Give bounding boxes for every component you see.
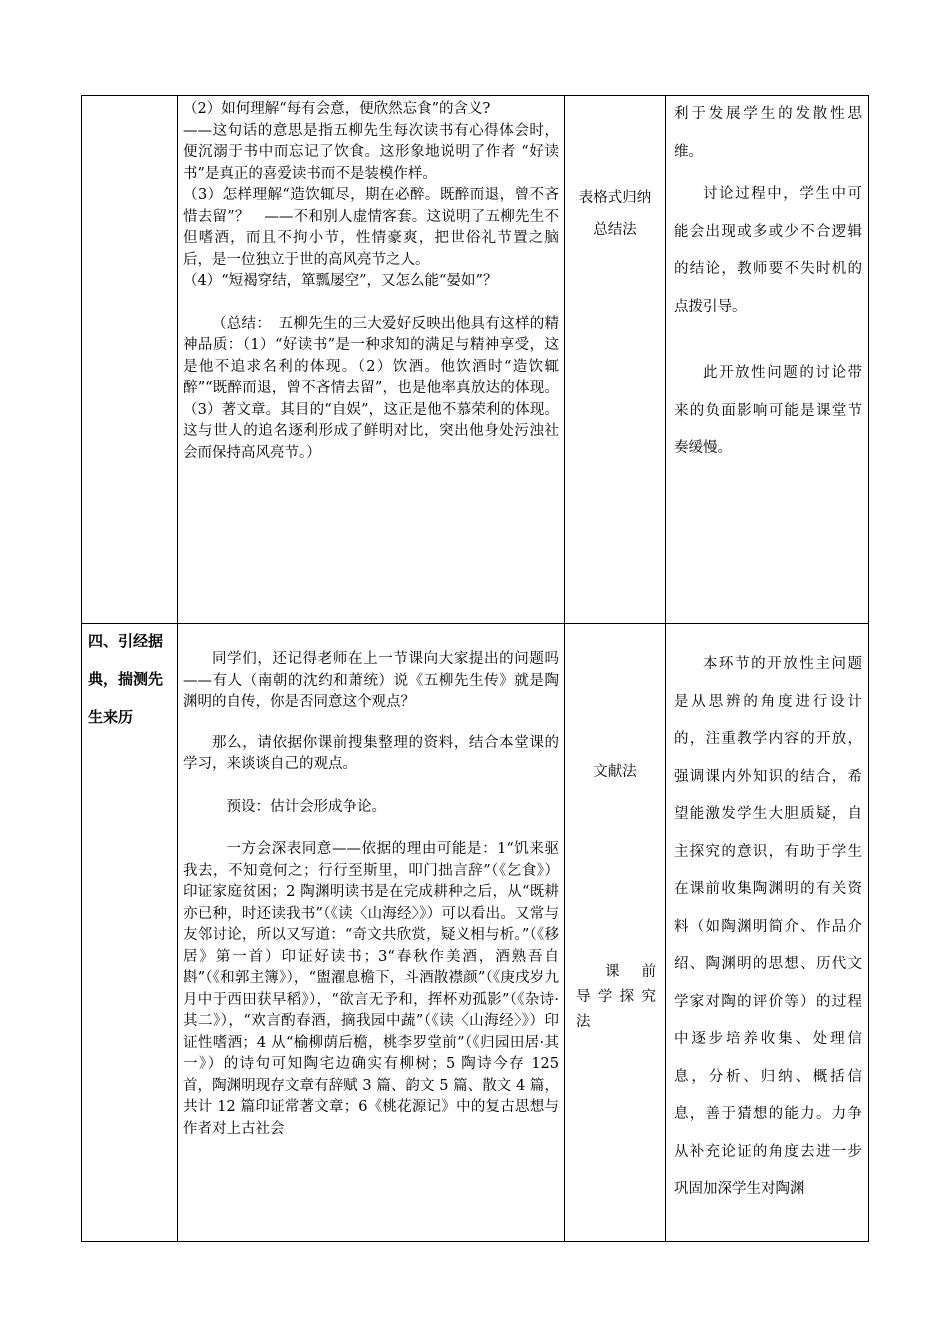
row1-content-cell bbox=[183, 99, 559, 464]
row2-notes-cell bbox=[674, 646, 862, 1238]
column-divider bbox=[177, 96, 178, 1241]
column-divider bbox=[665, 96, 666, 1241]
row2-content-cell bbox=[183, 649, 559, 1140]
note-negative-effect: 此开放性问题的讨论带来的负面影响可能是课堂节奏缓慢。 bbox=[674, 365, 862, 456]
column-divider bbox=[564, 96, 565, 1241]
row-divider bbox=[82, 623, 868, 624]
row1-notes-cell bbox=[674, 96, 862, 468]
row2-method1-cell bbox=[572, 756, 658, 788]
method-literature: 文献法 bbox=[593, 764, 637, 780]
note-discussion-guidance: 讨论过程中，学生中可能会出现或多或少不合逻辑的结论，教师要不失时机的点拨引导。 bbox=[674, 186, 862, 315]
stage-title: 四、引经据典，揣测先生来历 bbox=[88, 632, 164, 726]
method-guided-inquiry: 课 前导 学 探 究法 bbox=[576, 964, 656, 1030]
summary-paragraph: （总结： 五柳先生的三大爱好反映出他具有这样的精神品质：（1）“好读书”是一种求知的满足与精神享受，这是他不追求名利的体现。（2）饮酒。他饮酒时“造饮辄醉”“既醉而退，曾不吝情去留”，也是他率真放达的体现。（3）著文章。其目的“自娱”，这正是他不慕荣利的体现。这与世人的追名逐利形成了鲜明对比，突出他身处污浊社会而保持高风亮节。） bbox=[183, 315, 559, 461]
instruction-paragraph: 那么，请依据你课前搜集整理的资料，结合本堂课的学习，来谈谈自己的观点。 bbox=[183, 734, 559, 772]
question-4: （4）“短褐穿结，箪瓢屡空”，又怎么能“晏如”？ bbox=[183, 273, 498, 289]
lesson-plan-table bbox=[81, 95, 869, 1242]
intro-question: 同学们，还记得老师在上一节课向大家提出的问题吗——有人（南朝的沈约和萧统）说《五柳先生传》就是陶渊明的自传，你是否同意这个观点？ bbox=[183, 651, 559, 710]
row1-method-cell bbox=[572, 182, 658, 246]
row2-stage-cell bbox=[88, 622, 174, 736]
prediction-paragraph: 预设：估计会形成争论。 bbox=[226, 798, 386, 815]
question-3: （3）怎样理解“造饮辄尽，期在必醉。既醉而退，曾不吝惜去留”？ ——不和别人虚情客套。这说明了五柳先生不但嗜酒，而且不拘小节，性情豪爽，把世俗礼节置之脑后，是一位独立于世的高风亮节之人。 bbox=[183, 187, 559, 268]
note-open-question: 本环节的开放性主问题是从思辨的角度进行设计的，注重教学内容的开放，强调课内外知识的结合，希望能激发学生大胆质疑，自主探究的意识，有助于学生在课前收集陶渊明的有关资料（如陶渊明简介、作品介绍、陶渊明的思想、历代文学家对陶的评价等）的过程中逐步培养收集、处理信息，分析、归纳、概括信息，善于猜想的能力。力争从补充论证的角度去进一步巩固加深学生对陶渊 bbox=[674, 656, 862, 1197]
answer-2: ——这句话的意思是指五柳先生每次读书有心得体会时，便沉溺于书中而忘记了饮食。这形象地说明了作者 “好读书”是真正的喜爱读书而不是装模作样。 bbox=[183, 122, 559, 182]
question-2: （2）如何理解“每有会意，便欣然忘食”的含义? bbox=[183, 101, 491, 117]
method-table-summary: 表格式归纳总结法 bbox=[578, 190, 652, 238]
row2-method2-cell bbox=[576, 960, 656, 1035]
evidence-paragraph: 一方会深表同意——依据的理由可能是：1“饥来驱我去，不知竟何之；行行至斯里，叩门拙言辞”（《乞食》）印证家庭贫困；2 陶渊明读书是在完成耕种之后，从“既耕亦已种，时还读我书”（《读〈山海经〉》）可以看出。又常与友邻讨论，所以又写道：“奇文共欣赏，疑义相与析。”（《移居》第一首）印证好读书；3“春秋作美酒，酒熟吾自斟”（《和郭主簿》），“盥濯息檐下，斗酒散襟颜”（《庚戌岁九月中于西田获早稻》），“欲言无予和，挥杯劝孤影”（《杂诗·其二》），“欢言酌春酒，摘我园中蔬”（《读〈山海经〉》）印证性嗜酒；4 从“榆柳荫后檐，桃李罗堂前”（《归园田居·其一》）的诗句可知陶宅边确实有柳树；5 陶诗今存 125 首，陶渊明现存文章有辞赋 3 篇、韵文 5 篇、散文 4 篇，共计 12 篇印证常著文章；6《桃花源记》中的复古思想与作者对上古社会 bbox=[183, 841, 559, 1137]
note-divergent-thinking: 利于发展学生的发散性思维。 bbox=[674, 106, 862, 160]
